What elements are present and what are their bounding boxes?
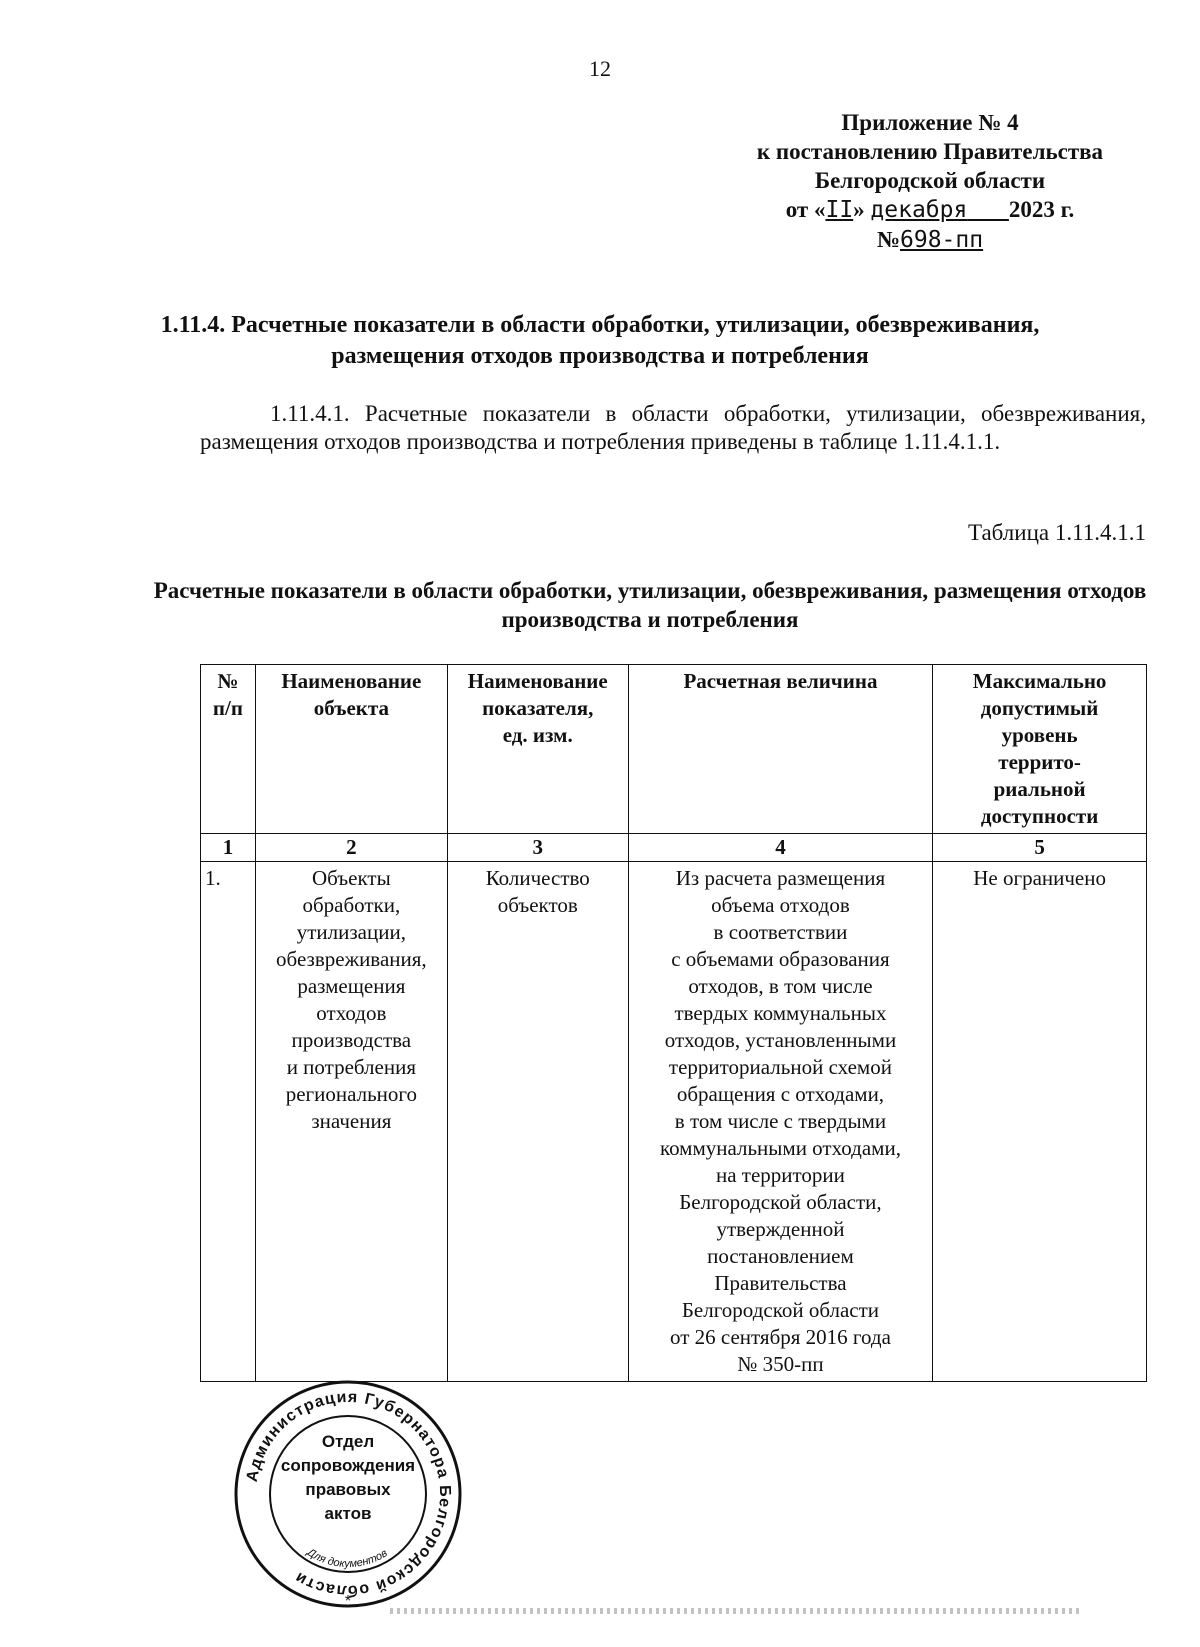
column-number: 5 xyxy=(933,834,1147,862)
appendix-resolution-line: к постановлению Правительства xyxy=(756,139,1104,164)
stamp-line: актов xyxy=(324,1504,372,1523)
table-label: Таблица 1.11.4.1.1 xyxy=(967,520,1146,545)
column-number: 3 xyxy=(447,834,628,862)
section-title: 1.11.4. Расчетные показатели в области обработки, утилизации, обезвреживания, размещения отходов производства и потребления xyxy=(160,312,1040,369)
header-num: № п/п xyxy=(201,665,256,834)
stamp-line: правовых xyxy=(305,1480,391,1499)
header-value: Расчетная величина xyxy=(628,665,933,834)
appendix-region-line: Белгородской области xyxy=(814,168,1046,193)
official-stamp xyxy=(232,1378,464,1610)
date-day: II xyxy=(825,197,854,223)
indicators-table xyxy=(200,664,1147,1382)
page-number: 12 xyxy=(589,56,611,81)
table-header-row xyxy=(201,665,1147,834)
column-number-row xyxy=(201,834,1147,862)
date-year: 2023 г. xyxy=(1008,197,1075,222)
table-title: Расчетные показатели в области обработки, утилизации, обезвреживания, размещения отходов производства и потребления xyxy=(153,578,1147,632)
appendix-title: Приложение № 4 xyxy=(841,110,1019,135)
date-prefix: от « xyxy=(785,197,826,222)
column-number: 4 xyxy=(628,834,933,862)
number-value: 698-пп xyxy=(900,227,984,253)
cell-max-level: Не ограничено xyxy=(933,862,1147,1382)
stamp-line: сопровождения xyxy=(280,1456,416,1475)
header-indicator: Наименование показателя, ед. изм. xyxy=(447,665,628,834)
date-mid: » xyxy=(853,197,871,222)
appendix-date-line xyxy=(700,195,1160,225)
intro-paragraph: 1.11.4.1. Расчетные показатели в области обработки, утилизации, обезвреживания, размещения отходов производства и потребления приведены в таблице 1.11.4.1.1. xyxy=(200,401,1146,454)
number-prefix: № xyxy=(876,227,901,252)
stamp-ring-text: Администрация Губернатора Белгородской области xyxy=(243,1388,454,1600)
header-object: Наименование объекта xyxy=(255,665,447,834)
column-number: 2 xyxy=(255,834,447,862)
date-month: декабря xyxy=(870,197,968,223)
cell-value: Из расчета размещения объема отходов в соответствии с объемами образования отходов, в том числе твердых коммунальных отходов, установленными территориальной схемой обращения с отходами, в том числе с твердыми коммунальными отходами, на территории Белгородской области, утвержденной постановлением Правительства Белгородской области от 26 сентября 2016 года № 350-пп xyxy=(628,862,933,1382)
stamp-star: * xyxy=(344,1593,352,1610)
cell-object: Объекты обработки, утилизации, обезвреживания, размещения отходов производства и потребления регионального значения xyxy=(255,862,447,1382)
stamp-line: Отдел xyxy=(321,1432,375,1451)
header-max-level: Максимально допустимый уровень террито- риальной доступности xyxy=(933,665,1147,834)
table-row xyxy=(201,862,1147,1382)
scan-artifact-line xyxy=(390,1608,1080,1614)
cell-indicator: Количество объектов xyxy=(447,862,628,1382)
date-gap xyxy=(967,197,1009,223)
stamp-inner-text xyxy=(252,1430,444,1526)
appendix-number-line xyxy=(700,225,1160,255)
stamp-bottom-text: Для документов xyxy=(304,1546,390,1571)
cell-num: 1. xyxy=(201,862,256,1382)
column-number: 1 xyxy=(201,834,256,862)
appendix-header xyxy=(700,108,1160,255)
